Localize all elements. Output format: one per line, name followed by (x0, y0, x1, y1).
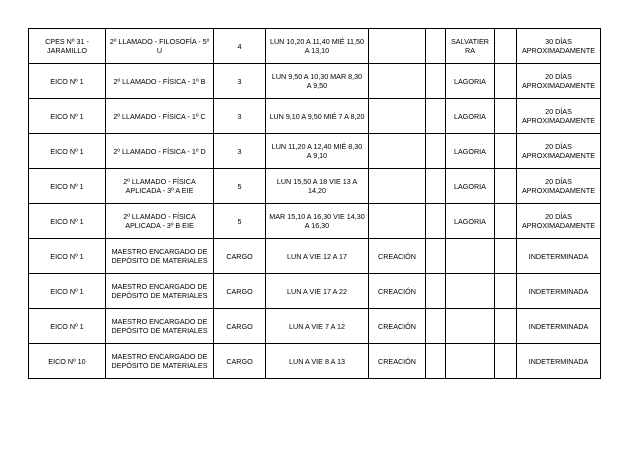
school-cell: EICO Nº 1 (29, 64, 106, 99)
locality-cell (446, 274, 495, 309)
vacancies-table (28, 28, 601, 379)
empty-cell (426, 64, 446, 99)
empty-cell (495, 274, 517, 309)
table-row (29, 134, 601, 169)
locality-cell: LAGORIA (446, 169, 495, 204)
duration-cell: INDETERMINADA (517, 309, 601, 344)
locality-cell: LAGORIA (446, 99, 495, 134)
locality-cell: LAGORIA (446, 204, 495, 239)
school-cell: EICO Nº 1 (29, 134, 106, 169)
school-cell: EICO Nº 1 (29, 309, 106, 344)
schedule-cell: LUN A VIE 8 A 13 (266, 344, 369, 379)
schedule-cell: LUN A VIE 12 A 17 (266, 239, 369, 274)
duration-cell: 20 DÍAS APROXIMADAMENTE (517, 204, 601, 239)
duration-cell: 30 DÍAS APROXIMADAMENTE (517, 29, 601, 64)
table-body (29, 29, 601, 379)
schedule-cell: LUN 15,50 A 18 VIE 13 A 14,20 (266, 169, 369, 204)
schedule-cell: LUN 9,50 A 10,30 MAR 8,30 A 9,50 (266, 64, 369, 99)
empty-cell (495, 134, 517, 169)
position-cell: 2º LLAMADO - FÍSICA - 1º C (106, 99, 214, 134)
position-cell: MAESTRO ENCARGADO DE DEPÓSITO DE MATERIALES (106, 239, 214, 274)
reason-cell: CREACIÓN (369, 344, 426, 379)
hours-cell: CARGO (214, 344, 266, 379)
schedule-cell: LUN 9,10 A 9,50 MIÉ 7 A 8,20 (266, 99, 369, 134)
school-cell: EICO Nº 1 (29, 274, 106, 309)
empty-cell (495, 309, 517, 344)
duration-cell: 20 DÍAS APROXIMADAMENTE (517, 64, 601, 99)
reason-cell: CREACIÓN (369, 239, 426, 274)
schedule-cell: LUN A VIE 17 A 22 (266, 274, 369, 309)
table-row (29, 29, 601, 64)
hours-cell: 3 (214, 134, 266, 169)
school-cell: EICO Nº 1 (29, 239, 106, 274)
duration-cell: 20 DÍAS APROXIMADAMENTE (517, 169, 601, 204)
position-cell: MAESTRO ENCARGADO DE DEPÓSITO DE MATERIALES (106, 309, 214, 344)
reason-cell (369, 204, 426, 239)
empty-cell (426, 134, 446, 169)
school-cell: EICO Nº 1 (29, 99, 106, 134)
reason-cell (369, 99, 426, 134)
schedule-cell: LUN A VIE 7 A 12 (266, 309, 369, 344)
empty-cell (495, 99, 517, 134)
table-row (29, 99, 601, 134)
duration-cell: 20 DÍAS APROXIMADAMENTE (517, 99, 601, 134)
schedule-cell: LUN 11,20 A 12,40 MIÉ 8,30 A 9,10 (266, 134, 369, 169)
table-row (29, 64, 601, 99)
empty-cell (426, 239, 446, 274)
duration-cell: INDETERMINADA (517, 274, 601, 309)
duration-cell: INDETERMINADA (517, 344, 601, 379)
hours-cell: 4 (214, 29, 266, 64)
duration-cell: INDETERMINADA (517, 239, 601, 274)
empty-cell (426, 29, 446, 64)
locality-cell (446, 309, 495, 344)
reason-cell (369, 169, 426, 204)
hours-cell: 3 (214, 64, 266, 99)
hours-cell: CARGO (214, 274, 266, 309)
table-row (29, 239, 601, 274)
table-row (29, 309, 601, 344)
reason-cell (369, 29, 426, 64)
reason-cell: CREACIÓN (369, 274, 426, 309)
duration-cell: 20 DÍAS APROXIMADAMENTE (517, 134, 601, 169)
school-cell: EICO Nº 1 (29, 204, 106, 239)
locality-cell: LAGORIA (446, 134, 495, 169)
empty-cell (426, 169, 446, 204)
empty-cell (426, 99, 446, 134)
reason-cell (369, 64, 426, 99)
empty-cell (495, 239, 517, 274)
position-cell: MAESTRO ENCARGADO DE DEPÓSITO DE MATERIALES (106, 344, 214, 379)
empty-cell (426, 344, 446, 379)
empty-cell (495, 204, 517, 239)
schedule-cell: MAR 15,10 A 16,30 VIE 14,30 A 16,30 (266, 204, 369, 239)
empty-cell (426, 204, 446, 239)
locality-cell: LAGORIA (446, 64, 495, 99)
empty-cell (495, 344, 517, 379)
empty-cell (426, 274, 446, 309)
empty-cell (426, 309, 446, 344)
schedule-cell: LUN 10,20 A 11,40 MIÉ 11,50 A 13,10 (266, 29, 369, 64)
position-cell: MAESTRO ENCARGADO DE DEPÓSITO DE MATERIALES (106, 274, 214, 309)
table-row (29, 169, 601, 204)
empty-cell (495, 64, 517, 99)
table-row (29, 204, 601, 239)
locality-cell (446, 239, 495, 274)
empty-cell (495, 29, 517, 64)
hours-cell: 3 (214, 99, 266, 134)
table-row (29, 274, 601, 309)
school-cell: CPES Nº 31 - JARAMILLO (29, 29, 106, 64)
position-cell: 2º LLAMADO - FÍSICA - 1º D (106, 134, 214, 169)
school-cell: EICO Nº 1 (29, 169, 106, 204)
school-cell: EICO Nº 10 (29, 344, 106, 379)
position-cell: 2º LLAMADO - FÍSICA - 1º B (106, 64, 214, 99)
table-row (29, 344, 601, 379)
position-cell: 2º LLAMADO - FILOSOFÍA - 5º U (106, 29, 214, 64)
hours-cell: 5 (214, 169, 266, 204)
position-cell: 2º LLAMADO - FÍSICA APLICADA - 3º B EIE (106, 204, 214, 239)
locality-cell: SALVATIERRA (446, 29, 495, 64)
hours-cell: 5 (214, 204, 266, 239)
hours-cell: CARGO (214, 239, 266, 274)
reason-cell (369, 134, 426, 169)
hours-cell: CARGO (214, 309, 266, 344)
position-cell: 2º LLAMADO - FÍSICA APLICADA - 3º A EIE (106, 169, 214, 204)
empty-cell (495, 169, 517, 204)
locality-cell (446, 344, 495, 379)
reason-cell: CREACIÓN (369, 309, 426, 344)
